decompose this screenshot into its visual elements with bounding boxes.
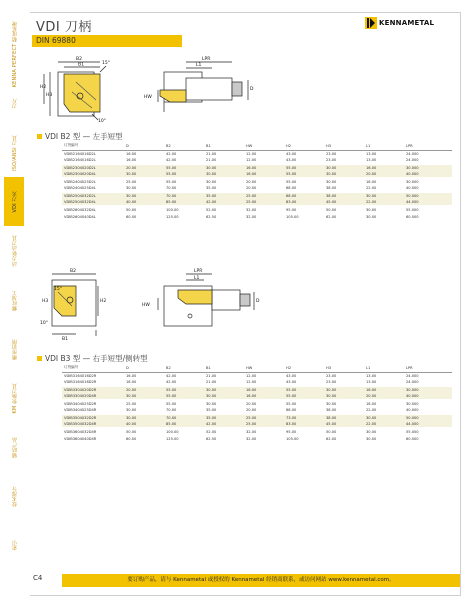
column-header: HW [244, 142, 284, 150]
table-cell: 16.00 [126, 151, 137, 156]
table-cell: 42.00 [166, 151, 177, 156]
table-cell: 35.00 [206, 186, 217, 190]
tool-drawing-b3 [36, 266, 286, 342]
table-row [62, 379, 452, 386]
table-cell: 30.00 [324, 386, 364, 393]
table-cell: 24.000 [406, 158, 419, 162]
table-cell: 42.00 [166, 373, 177, 378]
svg-text:H2: H2 [40, 85, 47, 90]
sidebar-item-6[interactable] [4, 325, 24, 374]
table-cell: 30.00 [126, 186, 137, 190]
table-cell: 60.000 [406, 436, 419, 441]
table-cell: 30.00 [204, 164, 244, 171]
table-cell: 40.000 [404, 171, 452, 178]
table-cell: 60.000 [406, 214, 419, 219]
table-cell: 16.00 [244, 164, 284, 171]
table-cell: 70.00 [164, 414, 204, 421]
table-cell: 23.00 [326, 151, 337, 156]
table-cell: 25.00 [124, 178, 164, 185]
svg-text:HW: HW [144, 95, 152, 100]
table-cell: 55.00 [284, 171, 324, 178]
table-cell: VDIB2504032D4L [62, 199, 124, 206]
table-cell: 30.00 [204, 386, 244, 393]
table-cell: 30.00 [364, 192, 404, 199]
table-cell: 62.50 [206, 436, 217, 441]
table-cell: 43.00 [286, 151, 297, 156]
table-cell: 30.00 [364, 414, 404, 421]
table-cell: 40.000 [406, 186, 419, 190]
sidebar-item-label: 刀片 [11, 98, 18, 109]
table-cell: 20.00 [364, 393, 404, 400]
spec-table-b2 [62, 142, 452, 220]
svg-text:H2: H2 [100, 299, 107, 304]
table-cell: 16.00 [244, 171, 284, 178]
table-cell: 40.00 [124, 199, 164, 206]
side-nav [4, 21, 24, 570]
table-cell: 43.00 [286, 373, 297, 378]
table-row [62, 407, 452, 414]
table-cell: 38.00 [324, 414, 364, 421]
table-cell: 38.00 [326, 186, 337, 190]
table-cell: 13.00 [366, 158, 377, 162]
table-cell: 20.00 [244, 400, 284, 407]
table-cell: 20.00 [124, 164, 164, 171]
table-cell: 30.000 [404, 400, 452, 407]
table-cell: 60.00 [126, 436, 137, 441]
table-cell: 40.000 [406, 408, 419, 412]
column-header: H2 [284, 364, 324, 372]
table-cell: 16.00 [244, 386, 284, 393]
table-cell: VDIB2604032D4L [62, 206, 124, 213]
table-cell: VDIB2304020D4L [62, 171, 124, 178]
table-cell: 30.00 [364, 428, 404, 435]
svg-text:LPR: LPR [194, 269, 203, 274]
section-title-b3-text: VDI B3 型 — 右手短型/侧转型 [45, 354, 148, 363]
svg-text:B2: B2 [70, 269, 76, 274]
table-cell: 42.00 [166, 380, 177, 384]
table-cell: 40.00 [124, 421, 164, 428]
table-cell: 22.00 [364, 199, 404, 206]
sidebar-item-label: 辅助产品 [11, 436, 18, 458]
table-cell: 16.00 [364, 400, 404, 407]
sidebar-item-1[interactable] [4, 79, 24, 128]
table-cell: 30.00 [324, 178, 364, 185]
table-cell: 83.00 [284, 421, 324, 428]
sidebar-item-2[interactable] [4, 128, 24, 177]
table-row [62, 386, 452, 393]
table-cell: VDIB3404025D2R [62, 400, 124, 407]
table-cell: 24.000 [406, 380, 419, 384]
table-cell: 30.00 [204, 171, 244, 178]
table-cell: 25.00 [244, 199, 284, 206]
column-header: L1 [364, 142, 404, 150]
table-cell: 68.00 [284, 192, 324, 199]
table-cell: VDIB2404025D2L [62, 178, 124, 185]
table-cell: 52.00 [204, 206, 244, 213]
table-cell: 32.00 [246, 214, 257, 219]
table-cell: 32.00 [244, 206, 284, 213]
table-cell: 95.00 [284, 428, 324, 435]
table-cell: 50.00 [324, 206, 364, 213]
table-cell: 24.000 [406, 373, 419, 378]
table-cell: 30.00 [324, 164, 364, 171]
sidebar-item-8[interactable] [4, 423, 24, 472]
table-cell: VDIB3604040D4R [64, 436, 97, 441]
sidebar-item-0[interactable] [4, 21, 24, 88]
table-cell: 13.00 [366, 380, 377, 384]
table-cell: 25.00 [244, 192, 284, 199]
table-cell: 22.00 [364, 421, 404, 428]
table-cell: 25.00 [124, 400, 164, 407]
sidebar-item-4[interactable] [4, 226, 24, 275]
table-row [62, 435, 452, 442]
spec-table-b3 [62, 364, 452, 442]
table-cell: 35.00 [206, 408, 217, 412]
table-row [62, 213, 452, 220]
footer-contact-text: 要订购产品，请与 Kennametal 或授权的 Kennametal 经销商联系，或访问网站 www.kennametal.com。 [127, 577, 395, 583]
table-row [62, 171, 452, 178]
table-cell: VDIB3504032D2R [62, 414, 124, 421]
table-cell: 30.00 [124, 414, 164, 421]
table-row [62, 185, 452, 192]
table-cell: VDIB3504032D4R [62, 421, 124, 428]
table-cell: 70.00 [166, 186, 177, 190]
table-cell: 40.000 [404, 393, 452, 400]
table-cell: VDIB2504032D2L [62, 192, 124, 199]
table-cell: 55.00 [164, 386, 204, 393]
table-cell: 85.00 [164, 421, 204, 428]
table-cell: 43.00 [286, 380, 297, 384]
table-cell: 38.00 [326, 408, 337, 412]
table-cell: 50.00 [124, 206, 164, 213]
table-cell: 42.00 [166, 158, 177, 162]
sidebar-item-10[interactable] [4, 521, 24, 570]
table-cell: 55.00 [164, 164, 204, 171]
table-cell: 30.00 [204, 178, 244, 185]
table-cell: 68.00 [286, 186, 297, 190]
table-cell: VDIB3304020D4R [62, 393, 124, 400]
table-cell: 45.00 [324, 421, 364, 428]
table-cell: 22.00 [366, 408, 377, 412]
column-header: LPR [404, 364, 452, 372]
table-cell: 35.00 [204, 414, 244, 421]
svg-text:LPR: LPR [202, 57, 211, 62]
table-cell: 100.00 [164, 428, 204, 435]
sidebar-item-label: 槽形切削 [11, 338, 18, 360]
table-cell: 12.00 [246, 380, 257, 384]
sidebar-item-label: KENNA PERFECT 精度系统 [11, 21, 18, 88]
column-header: L1 [364, 364, 404, 372]
table-cell: VDIB3604032D4R [62, 428, 124, 435]
bullet-square-icon [37, 134, 42, 139]
svg-text:15°: 15° [102, 61, 110, 66]
column-header: H2 [284, 142, 324, 150]
logo-text: KENNAMETAL [379, 19, 435, 27]
svg-text:D: D [256, 299, 260, 304]
table-row [62, 199, 452, 206]
table-cell: 12.00 [246, 373, 257, 378]
table-cell: 16.00 [244, 393, 284, 400]
table-cell: 30.00 [324, 400, 364, 407]
table-cell: 50.000 [404, 414, 452, 421]
sidebar-item-9[interactable] [4, 472, 24, 521]
svg-text:B2: B2 [76, 57, 82, 62]
table-cell: 21.00 [206, 373, 217, 378]
column-header: H3 [324, 142, 364, 150]
table-cell: 24.000 [406, 151, 419, 156]
column-header: D [124, 364, 164, 372]
table-row [62, 157, 452, 164]
table-cell: VDIB2164016D2L [64, 151, 96, 156]
tool-drawing-b2 [36, 52, 286, 128]
sidebar-item-label: 动力驱动刀具 [11, 235, 18, 267]
table-row [62, 178, 452, 185]
table-cell: 20.00 [364, 171, 404, 178]
table-cell: 52.00 [204, 428, 244, 435]
table-cell: VDIB3164016D2R [64, 380, 97, 384]
column-header: B1 [204, 364, 244, 372]
table-row [62, 428, 452, 435]
table-cell: 43.00 [286, 158, 297, 162]
table-cell: 16.00 [364, 164, 404, 171]
sidebar-item-label: 技术部分 [11, 485, 18, 507]
table-cell: 30.00 [124, 171, 164, 178]
table-cell: 55.000 [404, 206, 452, 213]
table-cell: 70.00 [164, 192, 204, 199]
svg-text:B1: B1 [78, 62, 84, 68]
table-cell: 60.00 [126, 214, 137, 219]
svg-text:L1: L1 [196, 63, 202, 68]
column-header: 订货编号 [62, 364, 124, 372]
table-cell: 12.00 [246, 158, 257, 162]
svg-text:H3: H3 [46, 93, 53, 98]
table-cell: 68.00 [286, 408, 297, 412]
table-cell: 62.00 [326, 214, 337, 219]
table-row [62, 421, 452, 428]
column-header: HW [244, 364, 284, 372]
page-title: VDI 刀柄 [36, 20, 92, 35]
table-cell: 105.00 [286, 436, 299, 441]
kennametal-logo [365, 17, 434, 29]
table-row [62, 400, 452, 407]
table-cell: 21.00 [206, 380, 217, 384]
table-cell: 70.00 [166, 408, 177, 412]
table-cell: 55.00 [284, 164, 324, 171]
table-cell: 95.00 [284, 206, 324, 213]
section-title-b2 [37, 131, 123, 142]
svg-text:HW: HW [142, 303, 150, 308]
bullet-square-icon [37, 356, 42, 361]
table-cell: 20.00 [244, 178, 284, 185]
column-header: 订货编号 [62, 142, 124, 150]
table-cell: 30.00 [366, 436, 377, 441]
table-cell: 105.00 [286, 214, 299, 219]
table-cell: 16.00 [126, 158, 137, 162]
page-number: C4 [33, 574, 43, 582]
table-cell: 50.000 [404, 192, 452, 199]
table-row [62, 206, 452, 213]
svg-text:L1: L1 [194, 276, 200, 281]
column-header: B2 [164, 364, 204, 372]
table-cell: 30.000 [404, 386, 452, 393]
svg-text:D: D [250, 87, 254, 92]
sidebar-item-label: KM 快换刀具 [11, 382, 18, 414]
table-cell: 55.000 [404, 428, 452, 435]
table-cell: 55.00 [284, 400, 324, 407]
table-cell: 73.00 [284, 414, 324, 421]
table-cell: VDIB2404025D4L [64, 186, 96, 190]
table-cell: 30.00 [204, 393, 244, 400]
table-cell: 30.00 [124, 192, 164, 199]
sidebar-item-label: 索引 [11, 540, 18, 551]
table-cell: 44.000 [404, 421, 452, 428]
table-cell: 30.00 [324, 393, 364, 400]
table-cell: 25.00 [244, 414, 284, 421]
table-cell: 20.00 [246, 186, 257, 190]
sidebar-item-7[interactable] [4, 374, 24, 423]
table-row [62, 192, 452, 199]
table-cell: 23.00 [326, 158, 337, 162]
table-cell: VDIB3304020D2R [62, 386, 124, 393]
table-cell: 50.00 [324, 428, 364, 435]
table-cell: VDIB2164016D2L [64, 158, 96, 162]
table-cell: 30.00 [204, 400, 244, 407]
table-cell: 30.00 [126, 408, 137, 412]
table-cell: 85.00 [164, 199, 204, 206]
table-cell: 45.00 [324, 199, 364, 206]
table-cell: 55.00 [164, 393, 204, 400]
column-header: B1 [204, 142, 244, 150]
section-title-b2-text: VDI B2 型 — 左手短型 [45, 132, 123, 141]
svg-text:B1: B1 [62, 337, 68, 342]
table-cell: 42.00 [204, 199, 244, 206]
table-cell: 125.00 [166, 436, 179, 441]
table-cell: VDIB3404025D4R [64, 408, 97, 412]
svg-text:H3: H3 [42, 299, 49, 304]
table-cell: 55.00 [284, 393, 324, 400]
table-cell: 35.00 [204, 192, 244, 199]
table-cell: 44.000 [404, 199, 452, 206]
table-cell: VDIB3164016D2R [64, 373, 97, 378]
table-cell: 55.00 [164, 178, 204, 185]
table-cell: 83.00 [284, 199, 324, 206]
table-cell: 30.00 [364, 206, 404, 213]
table-cell: 30.00 [124, 393, 164, 400]
table-cell: 13.00 [366, 151, 377, 156]
sidebar-item-label: ISO/ANSI 刀具 [11, 134, 18, 171]
svg-text:15°: 15° [54, 287, 62, 292]
table-cell: 100.00 [164, 206, 204, 213]
table-cell: 16.00 [126, 373, 137, 378]
column-header: H3 [324, 364, 364, 372]
section-title-b3 [37, 353, 148, 364]
table-row [62, 414, 452, 421]
table-row [62, 393, 452, 400]
svg-text:10°: 10° [98, 119, 106, 124]
kennametal-k-icon [365, 17, 377, 29]
table-cell: 55.00 [164, 400, 204, 407]
table-cell: 55.00 [284, 178, 324, 185]
table-row [62, 150, 452, 157]
svg-text:10°: 10° [40, 321, 48, 326]
sidebar-item-label: VDI 刀夹 [11, 191, 18, 213]
table-cell: 21.00 [206, 158, 217, 162]
table-cell: 20.00 [124, 386, 164, 393]
table-cell: 12.00 [246, 151, 257, 156]
table-cell: 20.00 [246, 408, 257, 412]
table-cell: 50.00 [124, 428, 164, 435]
table-cell: 30.00 [324, 171, 364, 178]
table-cell: 125.00 [166, 214, 179, 219]
table-cell: 32.00 [244, 428, 284, 435]
table-cell: 30.000 [404, 178, 452, 185]
sidebar-item-label: 螺纹加工 [11, 289, 18, 311]
table-cell: 55.00 [284, 386, 324, 393]
table-cell: 21.00 [206, 151, 217, 156]
table-cell: 16.00 [364, 386, 404, 393]
sidebar-item-5[interactable] [4, 275, 24, 324]
table-cell: 13.00 [366, 373, 377, 378]
table-cell: 62.00 [326, 436, 337, 441]
table-cell: 30.00 [366, 214, 377, 219]
table-cell: 55.00 [164, 171, 204, 178]
table-row [62, 164, 452, 171]
table-cell: 32.00 [246, 436, 257, 441]
standard-subtitle: DIN 69880 [36, 36, 76, 45]
table-cell: 23.00 [326, 373, 337, 378]
column-header: D [124, 142, 164, 150]
table-cell: 16.00 [126, 380, 137, 384]
table-cell: VDIB2304020D2L [62, 164, 124, 171]
table-cell: 25.00 [244, 421, 284, 428]
table-cell: 16.00 [364, 178, 404, 185]
table-row [62, 372, 452, 379]
table-cell: 23.00 [326, 380, 337, 384]
table-cell: 42.00 [204, 421, 244, 428]
table-cell: 62.50 [206, 214, 217, 219]
table-cell: 30.000 [404, 164, 452, 171]
sidebar-item-3[interactable] [4, 177, 24, 226]
table-cell: 22.00 [366, 186, 377, 190]
table-cell: VDIB2604040D4L [64, 214, 96, 219]
table-cell: 38.00 [324, 192, 364, 199]
column-header: B2 [164, 142, 204, 150]
column-header: LPR [404, 142, 452, 150]
